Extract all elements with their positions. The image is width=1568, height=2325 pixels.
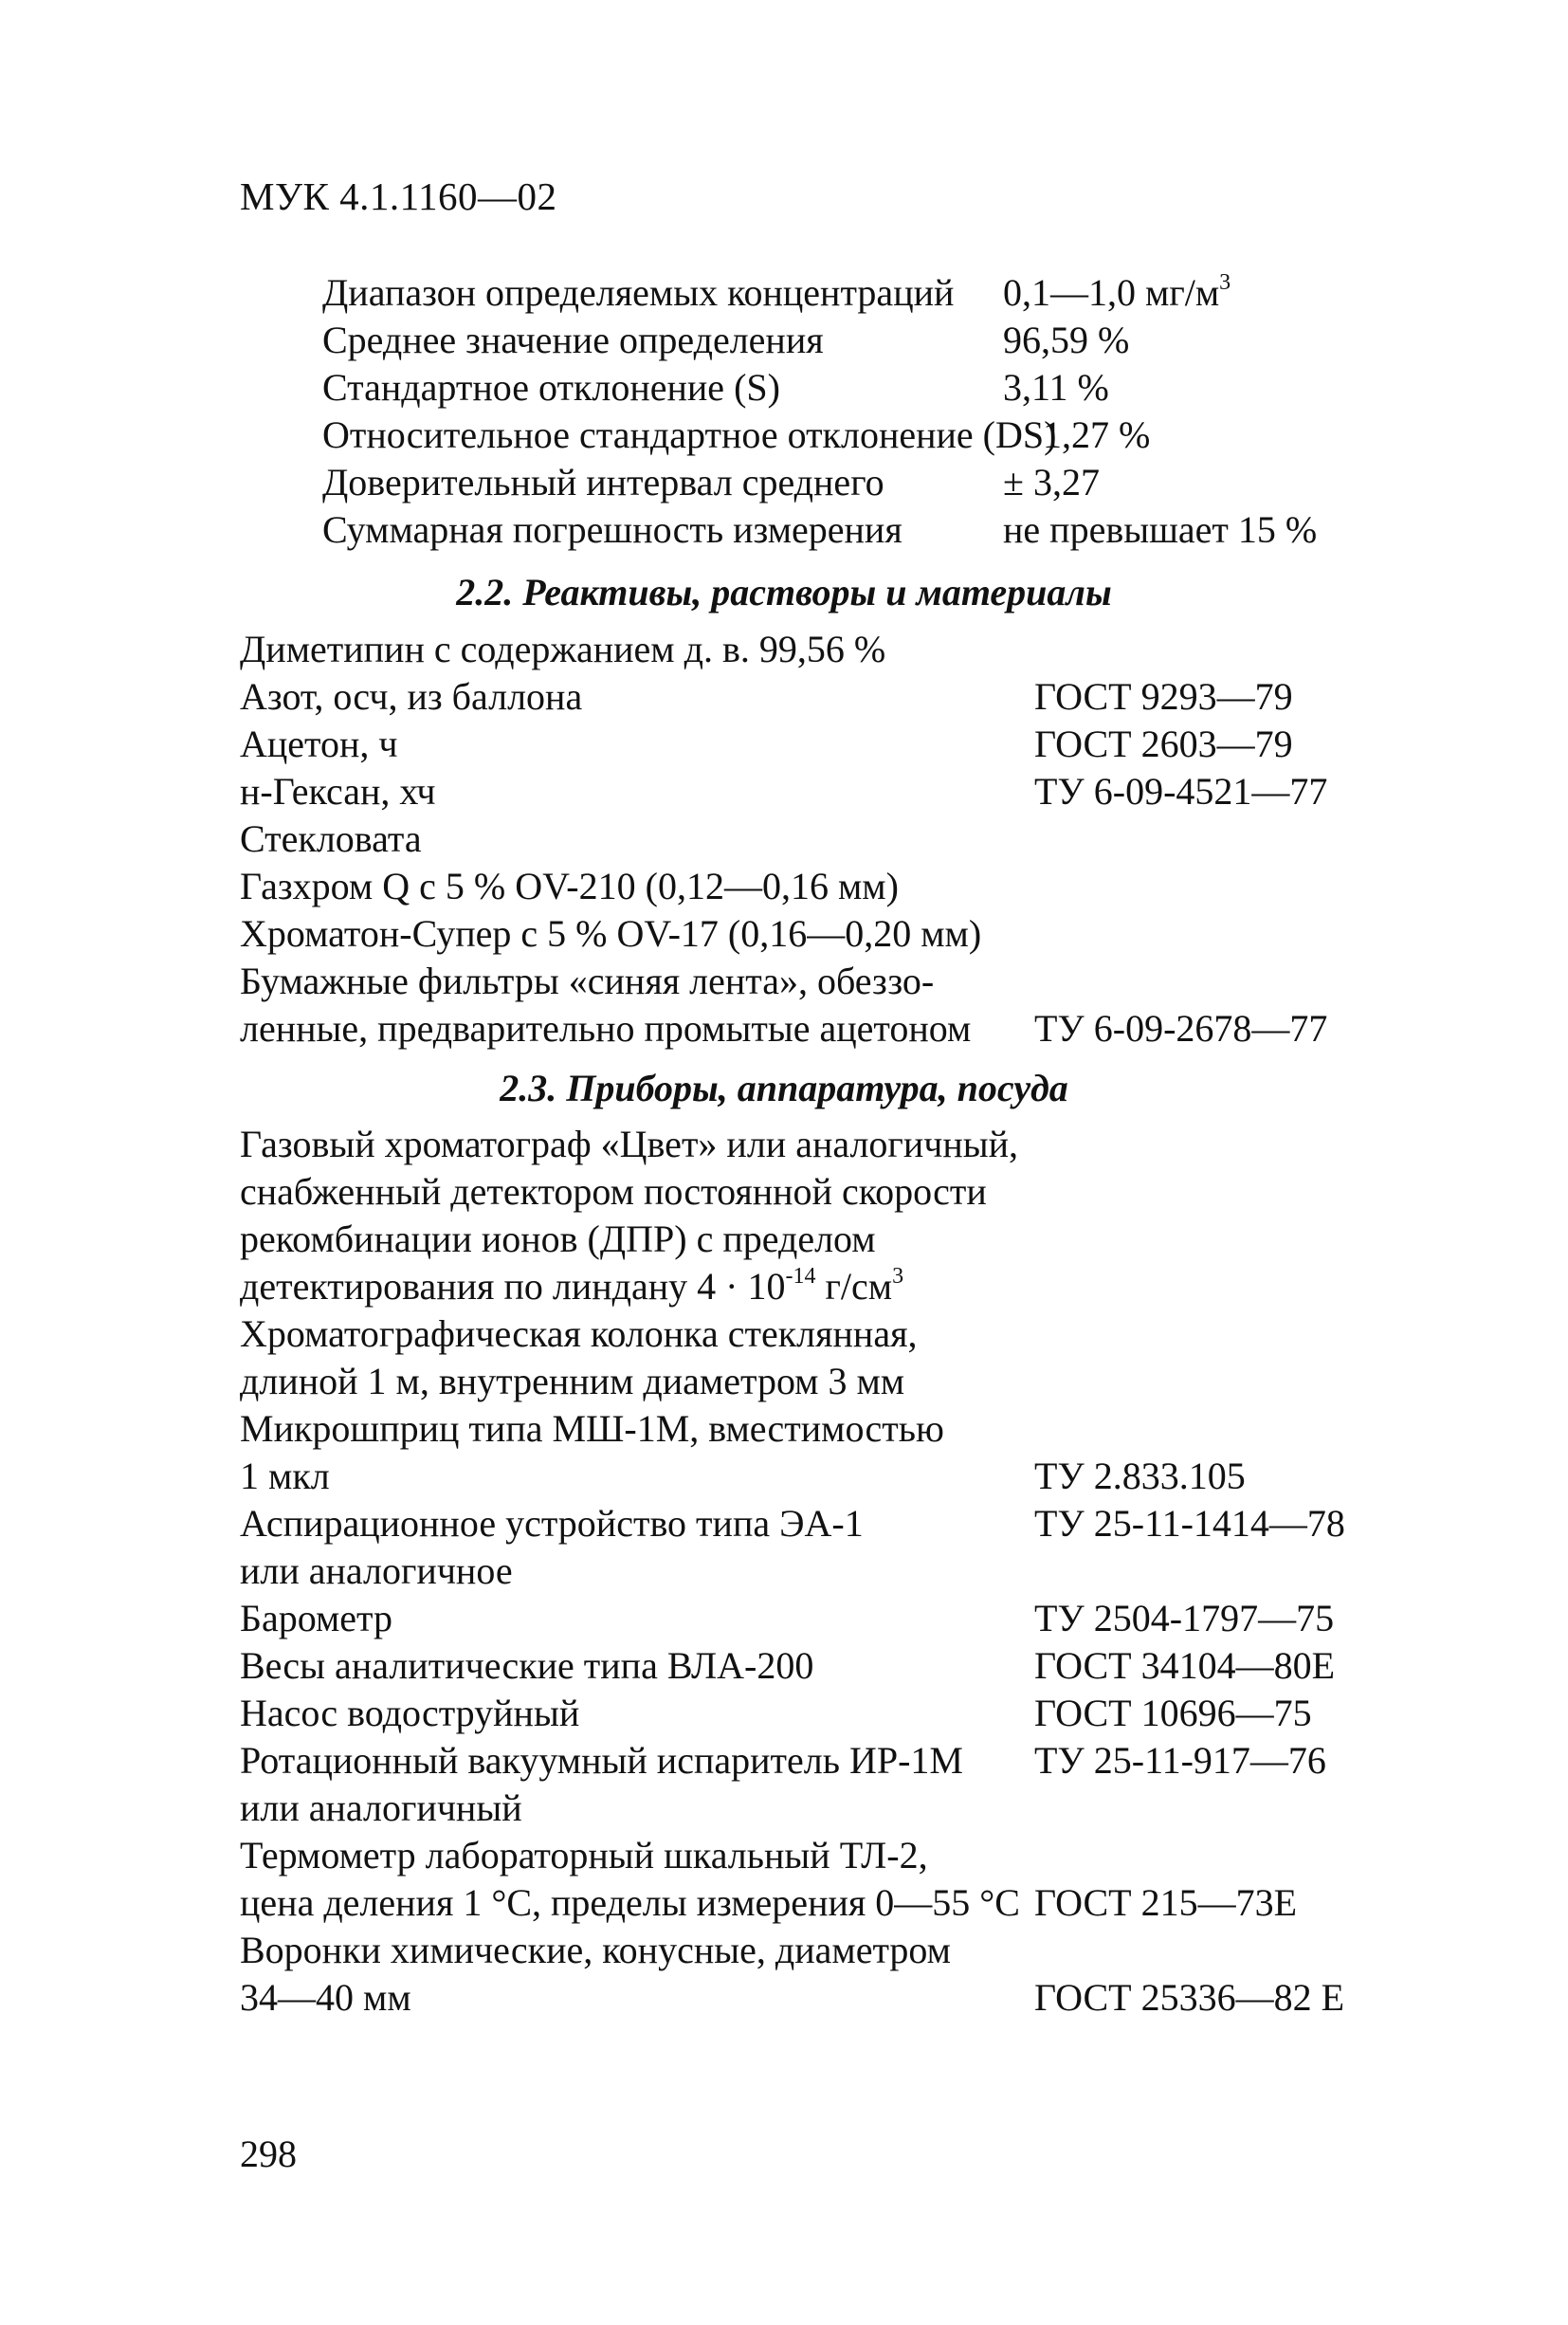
list-item: Аспирационное устройство типа ЭА-1 или аналогичное ТУ 25-11-1414—78 [240,1502,1345,1592]
metrology-stats [322,269,1384,554]
list-item: Азот, осч, из баллона ГОСТ 9293—79 [240,673,1396,721]
standard-ref: ТУ 6-09-4521—77 [1034,770,1328,813]
reagents-list [240,626,1396,1053]
standard-ref: ТУ 25-11-1414—78 [1034,1502,1345,1545]
document-code-header: МУК 4.1.1160—02 [240,174,557,218]
list-item: Микрошприц типа МШ-1М, вместимостью 1 мкл ТУ 2.833.105 [240,1405,1396,1500]
stat-label: Среднее значение определения [322,319,824,361]
stat-value: 96,59 % [1003,319,1130,361]
standard-ref: ГОСТ 34104—80Е [1034,1644,1336,1687]
list-item: Стекловата [240,817,422,860]
list-item: Хроматографическая колонка стеклянная, длиной 1 м, внутренним диаметром 3 мм [240,1312,918,1402]
stat-label: Доверительный интервал среднего [322,461,884,503]
standard-ref: ГОСТ 9293—79 [1034,675,1293,718]
stat-label: Суммарная погрешность измерения [322,508,903,551]
standard-ref: ГОСТ 215—73Е [1034,1881,1298,1924]
stat-value: 1,27 % [1043,413,1151,456]
section-heading-reagents: 2.2. Реактивы, растворы и материалы [456,571,1112,613]
list-item: Насос водоструйный ГОСТ 10696—75 [240,1690,1396,1737]
stat-label: Стандартное отклонение (S) [322,366,780,409]
stat-sd [322,364,1384,412]
section-heading-devices: 2.3. Приборы, аппаратура, посуда [500,1067,1068,1109]
stat-value: не превышает 15 % [1003,508,1318,551]
standard-ref: ТУ 25-11-917—76 [1034,1739,1326,1782]
list-item: Диметипин с содержанием д. в. 99,56 % [240,628,886,670]
stat-value: 3,11 % [1003,366,1109,409]
list-item: Газхром Q с 5 % OV-210 (0,12—0,16 мм) [240,865,899,907]
standard-ref: ГОСТ 10696—75 [1034,1692,1312,1734]
page-number: 298 [240,2133,297,2175]
list-item: Барометр ТУ 2504-1797—75 [240,1595,1396,1642]
list-item: Весы аналитические типа ВЛА-200 ГОСТ 34104—80Е [240,1642,1396,1690]
standard-ref: ТУ 2504-1797—75 [1034,1597,1335,1639]
stat-mean [322,317,1384,364]
list-item: Ротационный вакуумный испаритель ИР-1М или аналогичный ТУ 25-11-917—76 [240,1739,1326,1829]
stat-error [322,506,1384,554]
list-item: Газовый хроматограф «Цвет» или аналогичный, снабженный детектором постоянной скорости рекомбинации ионов (ДПР) с пределом детектирования по линдану $4 \cdot 10^{-14}$ $г/см^3$ [240,1123,1019,1308]
devices-list [240,1121,1396,2022]
list-item: Воронки химические, конусные, диаметром 34—40 мм ГОСТ 25336—82 Е [240,1927,1396,2022]
list-item: Термометр лабораторный шкальный ТЛ-2, цена деления 1 °С, пределы измерения 0—55 °С ГОСТ 215—73Е [240,1832,1396,1927]
standard-ref: ТУ 6-09-2678—77 [1034,1007,1328,1050]
standard-ref: ГОСТ 2603—79 [1034,723,1293,765]
standard-ref: ТУ 2.833.105 [1034,1455,1246,1497]
stat-value: ± 3,27 [1003,461,1100,503]
list-item: Бумажные фильтры «синяя лента», обеззо- ленные, предварительно промытые ацетоном ТУ 6-09-2678—77 [240,958,1396,1053]
stat-range [322,269,1384,317]
stat-label: Относительное стандартное отклонение (DS) [322,413,1057,456]
stat-ci [322,459,1384,506]
list-item: Хроматон-Супер с 5 % OV-17 (0,16—0,20 мм) [240,912,982,955]
stat-rsd [322,412,1384,459]
list-item: Ацетон, ч ГОСТ 2603—79 [240,721,1396,768]
standard-ref: ГОСТ 25336—82 Е [1034,1976,1345,2019]
stat-value: 0,1—1,0 $мг/м^3$ [1003,270,1231,314]
stat-label: Диапазон определяемых концентраций [322,271,955,314]
list-item: н-Гексан, хч ТУ 6-09-4521—77 [240,768,1396,815]
